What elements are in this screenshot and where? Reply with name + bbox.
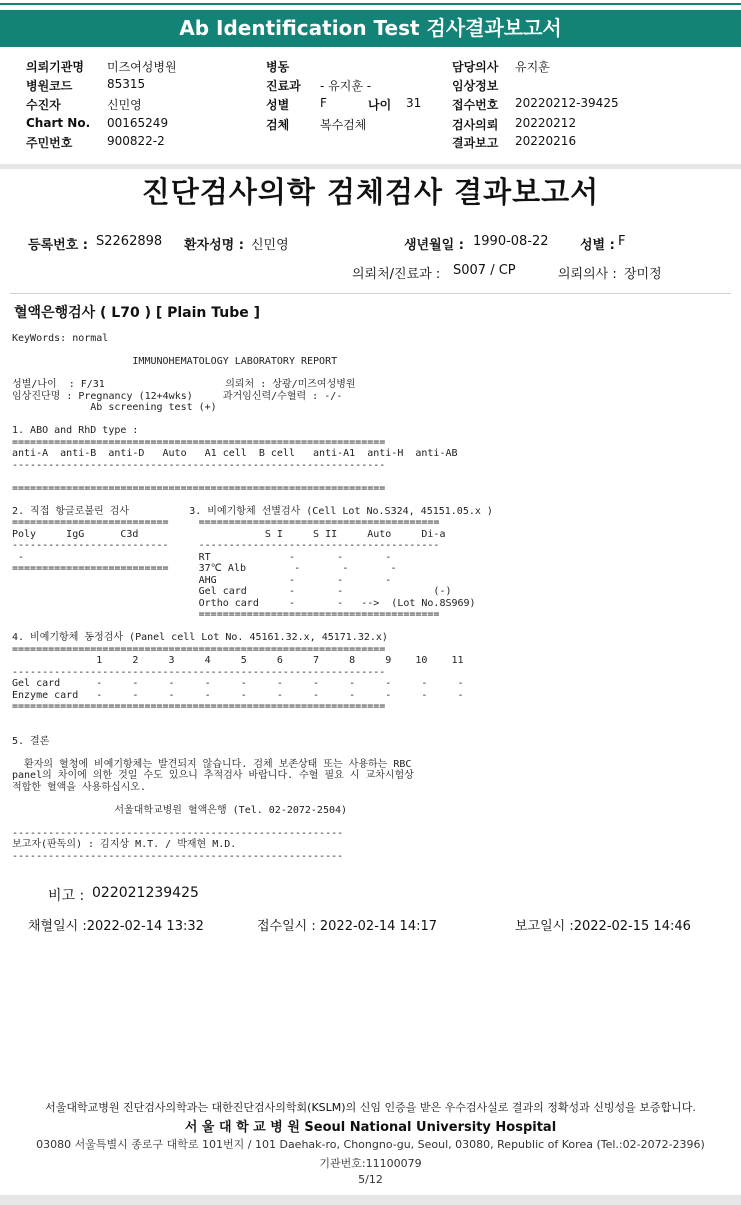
collect-time: 채혈일시 :2022-02-14 13:32 xyxy=(28,919,204,934)
patient-name-value: 신민영 xyxy=(251,238,289,253)
report-line xyxy=(12,713,493,725)
request-date-label: 검사의뢰 xyxy=(452,118,499,132)
report-line xyxy=(12,414,493,426)
report-line: 1. ABO and RhD type : xyxy=(12,425,139,436)
report-line: 서울대학교병원 혈액은행 (Tel. 02-2072-2504) xyxy=(12,804,348,816)
report-line: 보고자(판독의) : 김지상 M.T. / 박재현 M.D. xyxy=(12,839,237,850)
report-line xyxy=(12,793,493,805)
specimen-value: 복수검체 xyxy=(320,118,367,132)
lab-report-body xyxy=(12,333,493,862)
report-line: - RT - - - xyxy=(12,551,392,563)
report-line: 임상진단명 : Pregnancy (12+4wks) 과거임신력/수혈력 : -/- xyxy=(12,390,343,402)
report-line: IMMUNOHEMATOLOGY LABORATORY REPORT xyxy=(12,356,338,367)
reg-no-value: S2262898 xyxy=(96,234,163,249)
report-line: Gel card - - - - - - - - - - - xyxy=(12,678,464,689)
patient-sex-value: F xyxy=(618,234,626,249)
hospital-code-label: 병원코드 xyxy=(26,79,73,93)
remark-value: 022021239425 xyxy=(92,885,199,901)
report-date-label: 결과보고 xyxy=(452,136,499,150)
patient-sex-label: 성별 : xyxy=(580,238,615,253)
patient-label: 수진자 xyxy=(26,98,61,112)
report-line: 적합한 혈액을 사용하십시오. xyxy=(12,781,146,793)
resident-no-label: 주민번호 xyxy=(26,136,73,150)
patient-name-label: 환자성명 : xyxy=(184,238,244,253)
ward-label: 병동 xyxy=(266,60,290,74)
report-line: 4. 비예기항체 동정검사 (Panel cell Lot No. 45161.32.x, 45171.32.x) xyxy=(12,632,388,643)
section-heading: 혈액은행검사 ( L70 ) [ Plain Tube ] xyxy=(14,305,261,321)
report-line: 1 2 3 4 5 6 7 8 9 10 11 xyxy=(12,655,464,666)
dob-value: 1990-08-22 xyxy=(473,234,549,249)
report-line: ============================================================== xyxy=(12,701,386,712)
header-divider xyxy=(0,164,741,169)
section-divider xyxy=(10,293,731,294)
report-line: ========================== ======================================== xyxy=(12,517,440,528)
sex-value: F xyxy=(320,96,327,110)
receive-time: 접수일시 : 2022-02-14 14:17 xyxy=(257,919,438,934)
report-line: 5. 결론 xyxy=(12,735,50,747)
report-line xyxy=(12,345,493,357)
request-dept-value: S007 / CP xyxy=(453,263,516,278)
report-line: ============================================================== xyxy=(12,436,386,448)
dept-label: 진료과 xyxy=(266,79,301,93)
report-line: 성별/나이 : F/31 의뢰처 : 상광/미즈여성병원 xyxy=(12,379,356,390)
report-line: -------------------------------------------------------------- xyxy=(12,459,386,471)
report-line xyxy=(12,724,493,736)
report-line: -------------------------------------------------------------- xyxy=(12,666,386,678)
chart-no-label: Chart No. xyxy=(26,116,91,130)
report-line: 환자의 혈청에 비예기항체는 발견되지 않습니다. 검체 보존상태 또는 사용하는 RBC xyxy=(12,758,412,770)
specimen-label: 검체 xyxy=(266,118,290,132)
report-line: Ortho card - - --> (Lot No.8S969) xyxy=(12,597,476,609)
clinical-info-label: 임상정보 xyxy=(452,79,499,93)
report-line: Poly IgG C3d S I S II Auto Di-a xyxy=(12,528,446,540)
report-line: ======================================== xyxy=(12,609,440,620)
org-label: 의뢰기관명 xyxy=(26,60,84,74)
hospital-name: 서 울 대 학 교 병 원 Seoul National University Hospital xyxy=(184,1120,557,1135)
report-line xyxy=(12,471,493,483)
resident-no-value: 900822-2 xyxy=(107,134,165,148)
report-line: KeyWords: normal xyxy=(12,333,109,344)
report-line: Gel card - - (-) xyxy=(12,586,452,597)
report-line xyxy=(12,368,493,380)
remark-label: 비고 : xyxy=(48,888,85,904)
report-line: ============================================================== xyxy=(12,643,386,655)
report-line xyxy=(12,621,493,633)
hospital-address: 03080 서울특별시 종로구 대학로 101번지 / 101 Daehak-ro, Chongno-gu, Seoul, 03080, Republic of Korea (Tel.:02-2072-2396) xyxy=(36,1138,705,1151)
report-line: ------------------------------------------------------- xyxy=(12,827,344,839)
reg-no-label: 등록번호 : xyxy=(28,238,88,253)
bottom-strip xyxy=(0,1195,741,1205)
certification-note: 서울대학교병원 진단검사의학과는 대한진단검사의학회(KSLM)의 신임 인증을 받은 우수검사실로 결과의 정확성과 신빙성을 보증합니다. xyxy=(45,1101,696,1114)
patient-value: 신민영 xyxy=(107,98,142,112)
doctor-value: 유지훈 xyxy=(515,60,550,74)
report-line: AHG - - - xyxy=(12,574,392,586)
age-label: 나이 xyxy=(368,98,392,112)
receipt-no-value: 20220212-39425 xyxy=(515,96,619,110)
report-line: 2. 직접 항글로불린 검사 3. 비예기항체 선별검사 (Cell Lot No.S324, 45151.05.x ) xyxy=(12,505,493,517)
request-doctor-label: 의뢰의사 : xyxy=(558,267,617,282)
report-line: panel의 차이에 의한 것일 수도 있으니 추적검사 바랍니다. 수혈 필요 시 교차시험상 xyxy=(12,770,414,781)
report-line: anti-A anti-B anti-D Auto A1 cell B cell anti-A1 anti-H anti-AB xyxy=(12,448,458,459)
report-line: ========================== 37℃ Alb - - - xyxy=(12,563,397,574)
dept-value: - 유지훈 - xyxy=(320,79,372,93)
institution-number: 기관번호:11100079 xyxy=(319,1157,422,1170)
sex-label: 성별 xyxy=(266,98,290,112)
request-date-value: 20220212 xyxy=(515,116,577,130)
report-line: Ab screening test (+) xyxy=(12,402,217,413)
report-line: ============================================================== xyxy=(12,482,386,494)
report-date-value: 20220216 xyxy=(515,134,577,148)
receipt-no-label: 접수번호 xyxy=(452,98,499,112)
report-line: -------------------------- ---------------------------------------- xyxy=(12,540,440,551)
page-number: 5/12 xyxy=(358,1173,383,1186)
report-line xyxy=(12,494,493,506)
top-rule xyxy=(0,3,741,5)
report-line xyxy=(12,747,493,759)
doctor-label: 담당의사 xyxy=(452,60,499,74)
chart-no-value: 00165249 xyxy=(107,116,169,130)
report-line xyxy=(12,816,493,828)
report-title-bar: Ab Identification Test 검사결과보고서 xyxy=(0,10,741,47)
report-line: Enzyme card - - - - - - - - - - - xyxy=(12,689,464,701)
request-dept-label: 의뢰처/진료과 : xyxy=(352,267,441,282)
hospital-code-value: 85315 xyxy=(107,77,146,91)
report-line: ------------------------------------------------------- xyxy=(12,850,344,862)
document-title: 진단검사의학 검체검사 결과보고서 xyxy=(141,175,600,209)
age-value: 31 xyxy=(406,96,422,110)
request-doctor-value: 장미정 xyxy=(624,267,662,282)
org-value: 미즈여성병원 xyxy=(107,60,177,74)
report-time: 보고일시 :2022-02-15 14:46 xyxy=(515,919,691,934)
dob-label: 생년월일 : xyxy=(404,238,464,253)
